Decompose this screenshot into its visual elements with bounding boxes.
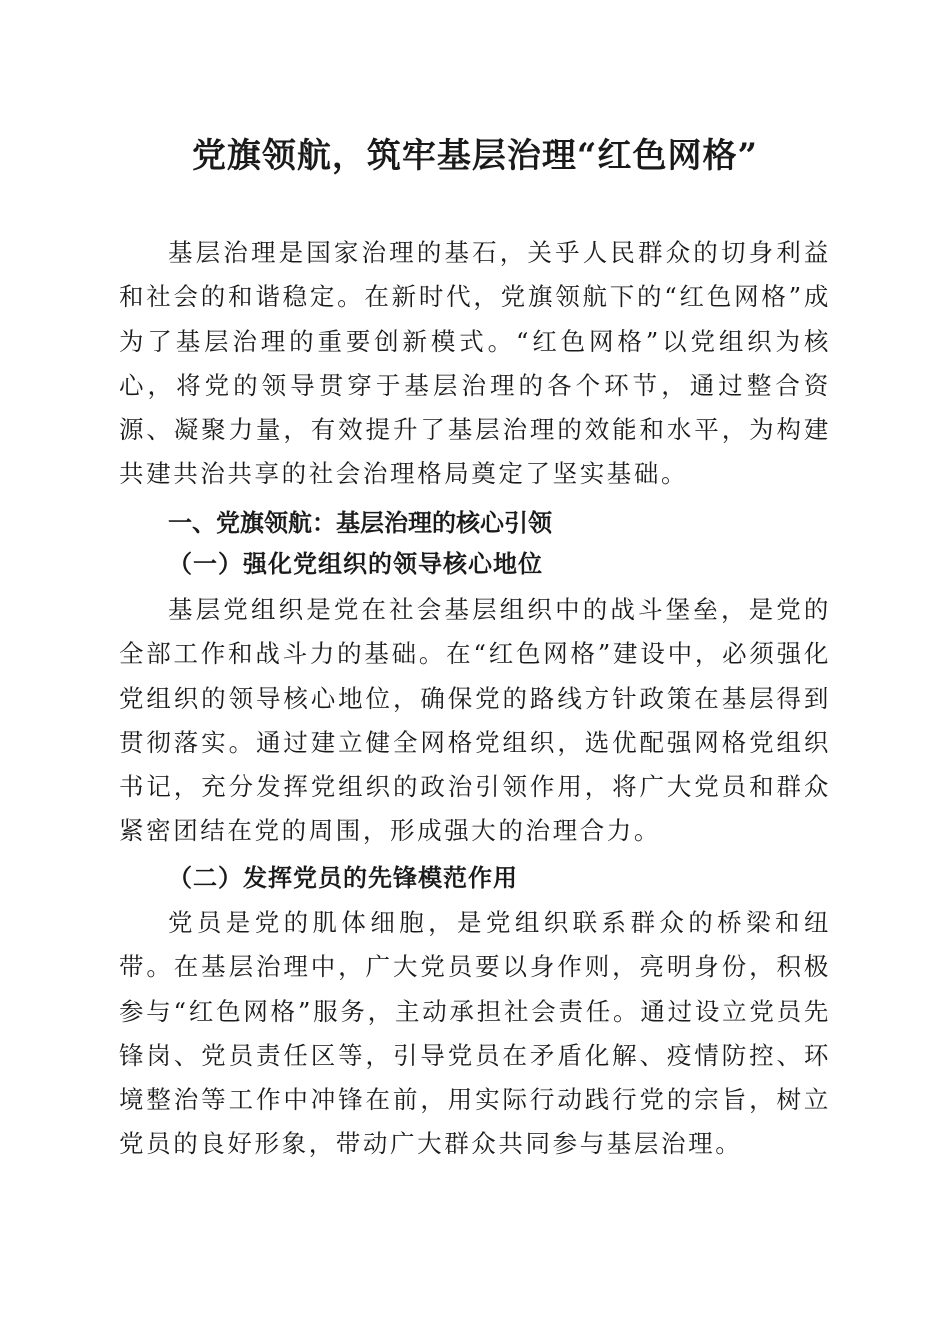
document-title: 党旗领航，筑牢基层治理“红色网格” <box>191 136 759 176</box>
subsection-heading-1: （一）强化党组织的领导核心地位 <box>168 549 543 578</box>
intro-paragraph: 基层治理是国家治理的基石，关乎人民群众的切身利益和社会的和谐稳定。在新时代，党旗领航下的“红色网格”成为了基层治理的重要创新模式。“红色网格”以党组织为核心，将党的领导贯穿于基层治理的各个环节，通过整合资源、凝聚力量，有效提升了基层治理的效能和水平，为构建共建共治共享的社会治理格局奠定了坚实基础。 <box>119 238 831 489</box>
subsection-heading-2: （二）发挥党员的先锋模范作用 <box>168 863 518 892</box>
subsection-paragraph-2: 党员是党的肌体细胞，是党组织联系群众的桥梁和纽带。在基层治理中，广大党员要以身作则，亮明身份，积极参与“红色网格”服务，主动承担社会责任。通过设立党员先锋岗、党员责任区等，引导党员在矛盾化解、疫情防控、环境整治等工作中冲锋在前，用实际行动践行党的宗旨，树立党员的良好形象，带动广大群众共同参与基层治理。 <box>119 908 831 1159</box>
section-heading-1: 一、党旗领航：基层治理的核心引领 <box>168 509 552 537</box>
subsection-paragraph-1: 基层党组织是党在社会基层组织中的战斗堡垒，是党的全部工作和战斗力的基础。在“红色网格”建设中，必须强化党组织的领导核心地位，确保党的路线方针政策在基层得到贯彻落实。通过建立健全网格党组织，选优配强网格党组织书记，充分发挥党组织的政治引领作用，将广大党员和群众紧密团结在党的周围，形成强大的治理合力。 <box>119 595 831 846</box>
